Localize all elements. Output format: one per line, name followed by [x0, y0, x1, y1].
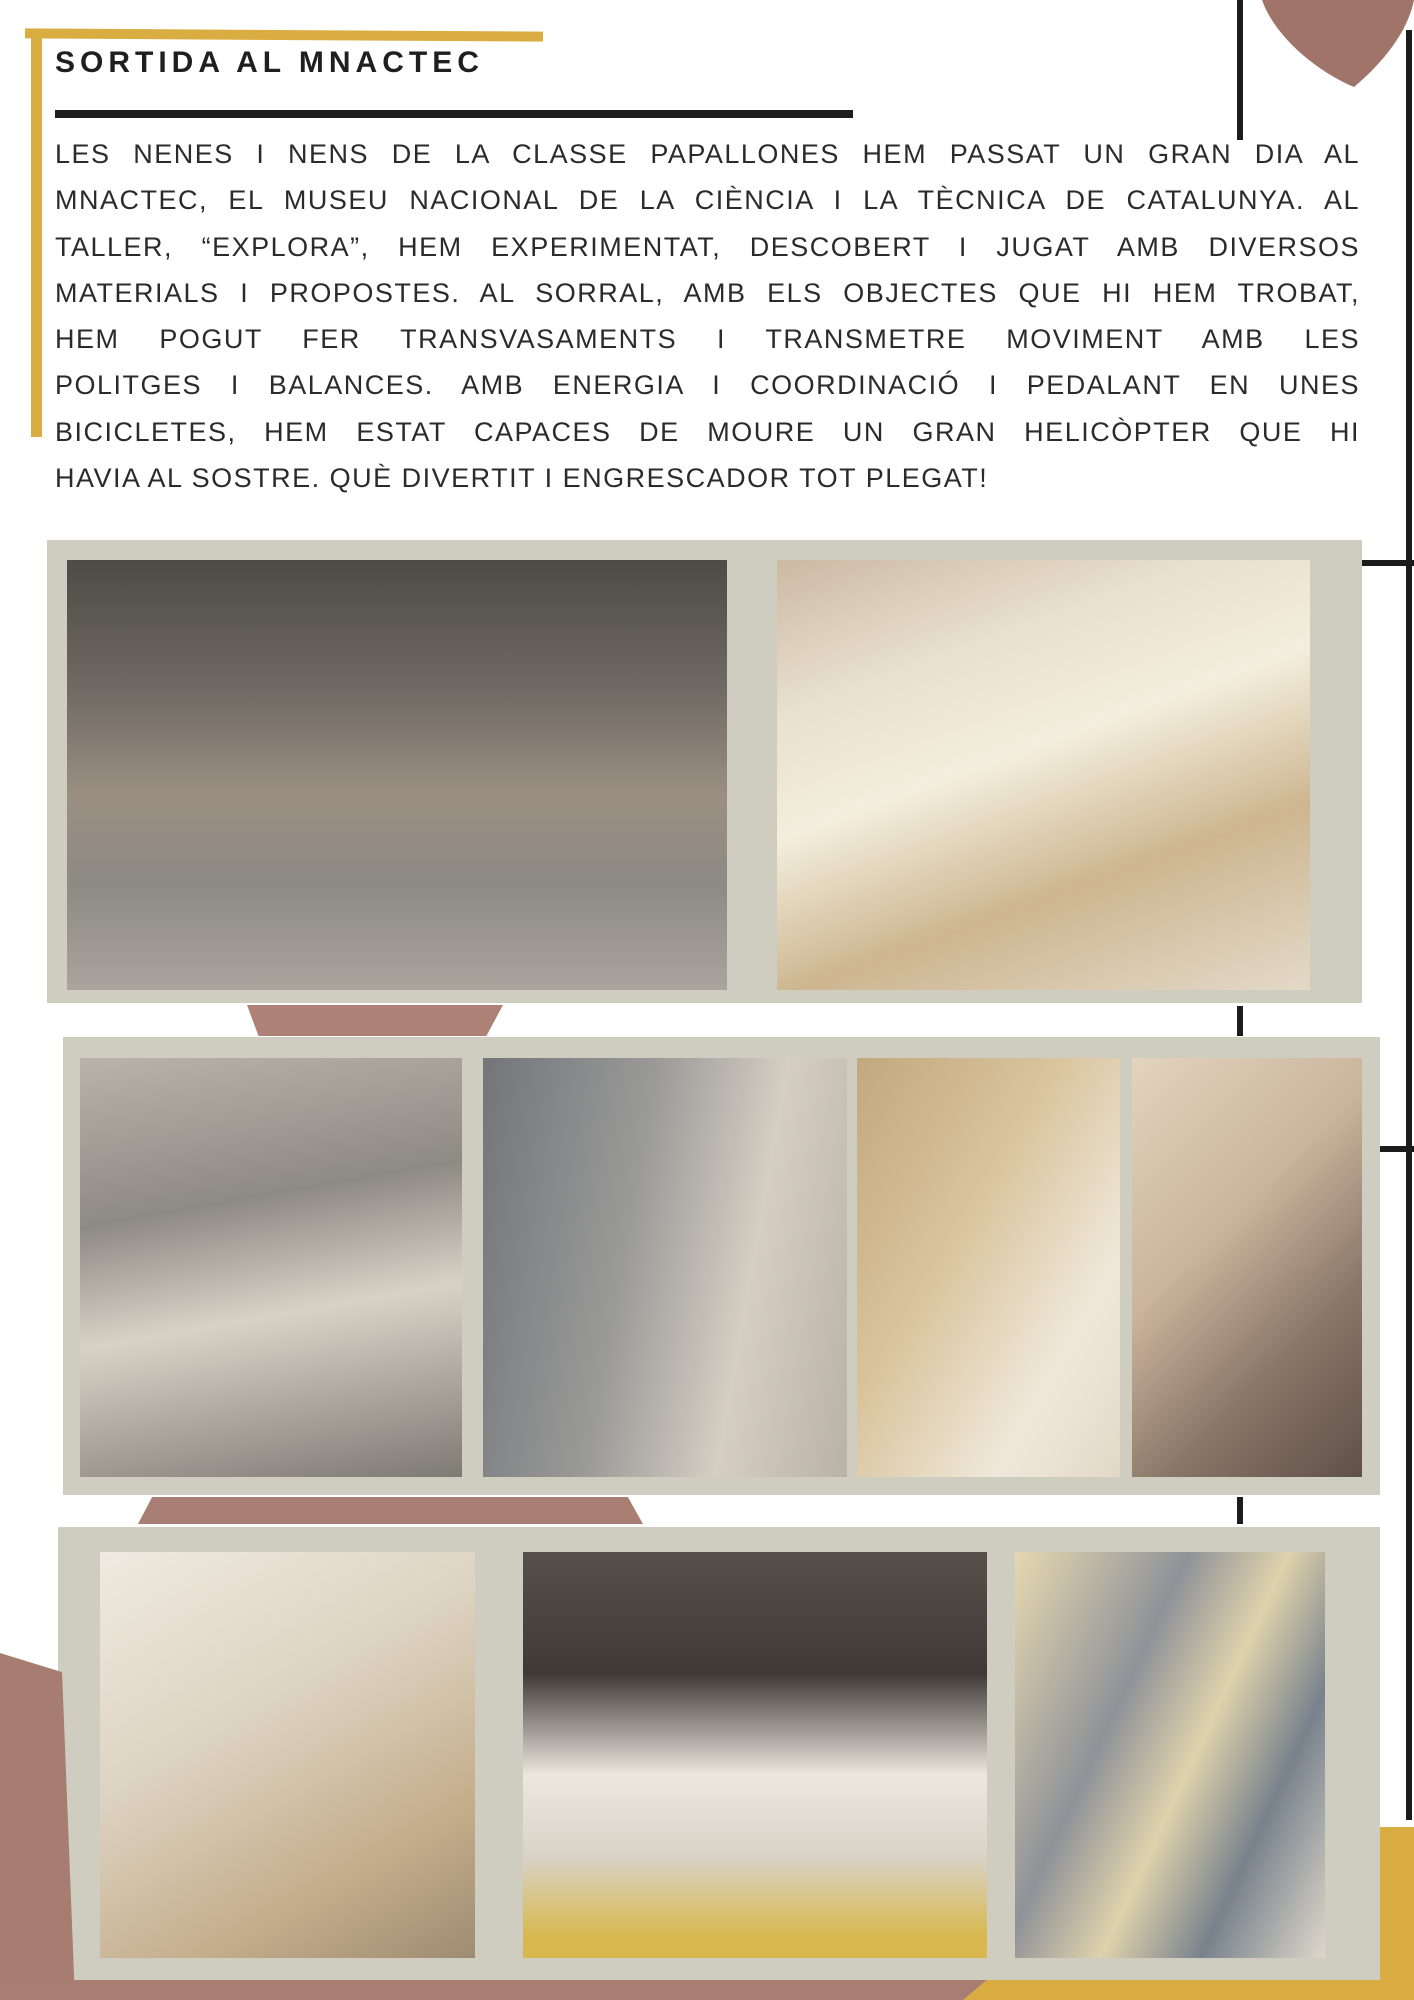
mauve-trapezoid-top — [247, 1005, 503, 1036]
photo-typewriters-shelf — [523, 1552, 987, 1958]
photo-strip-row-2 — [63, 1037, 1380, 1495]
paragraph-line: MATERIALS I PROPOSTES. AL SORRAL, AMB ELS OBJECTES QUE HI HEM TROBAT, — [55, 277, 1360, 308]
top-vertical-tick — [1237, 0, 1243, 140]
paragraph-line: MNACTEC, EL MUSEU NACIONAL DE LA CIÈNCIA I LA TÈCNICA DE CATALUNYA. AL — [55, 185, 1360, 216]
paragraph-line: TALLER, “EXPLORA”, HEM EXPERIMENTAT, DESCOBERT I JUGAT AMB DIVERSOS — [55, 231, 1360, 262]
gold-top-line — [25, 28, 543, 41]
paragraph-line: LES NENES I NENS DE LA CLASSE PAPALLONES HEM PASSAT UN GRAN DIA AL — [55, 139, 1360, 169]
gold-corner-block — [1380, 1827, 1414, 2000]
photo-tube-wall — [1015, 1552, 1325, 1958]
photo-pulleys — [857, 1058, 1120, 1477]
photo-wall-levers — [483, 1058, 847, 1477]
photo-braille-typewriter — [80, 1058, 462, 1477]
paragraph-line: HEM POGUT FER TRANSVASAMENTS I TRANSMETRE MOVIMENT AMB LES — [55, 324, 1360, 355]
bottom-band-mauve — [0, 1980, 987, 2000]
paragraph-line: POLITGES I BALANCES. AMB ENERGIA I COORDINACIÓ I PEDALANT EN UNES — [55, 370, 1360, 401]
gold-left-line — [31, 30, 42, 437]
paragraph-line: HAVIA AL SOSTRE. QUÈ DIVERTIT I ENGRESCADOR TOT PLEGAT! — [55, 463, 989, 494]
title-underline — [55, 110, 853, 118]
right-horizontal-tick-2 — [1378, 1146, 1414, 1152]
photo-group-children — [67, 560, 727, 990]
gap-tick-2 — [1237, 1497, 1243, 1524]
photo-pouring-sand — [100, 1552, 475, 1958]
intro-paragraph — [55, 131, 1360, 501]
bottom-band-gold — [963, 1980, 1414, 2000]
mauve-band-middle — [138, 1497, 643, 1524]
gap-tick-1 — [1237, 1006, 1243, 1036]
photo-strip-row-3 — [58, 1527, 1380, 1980]
photo-sand-table — [777, 560, 1310, 990]
paragraph-line: BICICLETES, HEM ESTAT CAPACES DE MOURE UN GRAN HELICÒPTER QUE HI — [55, 416, 1360, 447]
heart-icon — [1262, 0, 1414, 90]
right-vertical-rule — [1406, 30, 1412, 1820]
photo-stereoscope-girl — [1132, 1058, 1362, 1477]
page-title: SORTIDA AL MNACTEC — [55, 46, 484, 79]
photo-strip-row-1 — [47, 540, 1362, 1003]
